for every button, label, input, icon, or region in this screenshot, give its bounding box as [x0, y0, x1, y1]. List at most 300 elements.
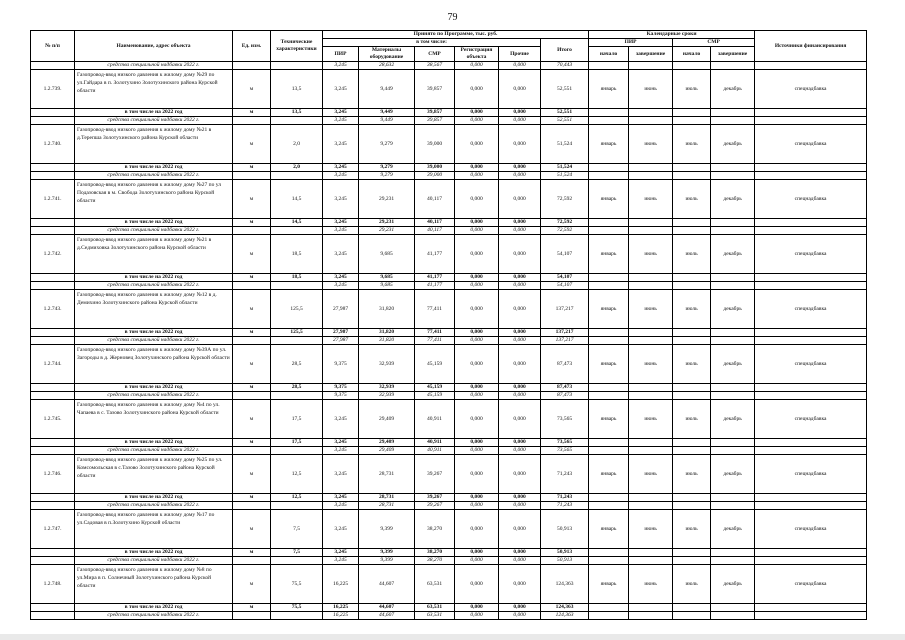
- object-materials: 9,399: [359, 510, 415, 549]
- total-materials: 9,685: [359, 274, 415, 282]
- funds-other: 0,000: [499, 557, 541, 565]
- empty-cell: [31, 219, 75, 227]
- object-row: [31, 180, 867, 219]
- object-tech: 12,5: [271, 455, 323, 494]
- object-other: 0,000: [499, 565, 541, 604]
- object-unit: м: [233, 565, 271, 604]
- funds-total: 124,363: [541, 612, 589, 620]
- empty-cell: [271, 392, 323, 400]
- object-row: [31, 70, 867, 109]
- funds-pir: 9,375: [323, 392, 359, 400]
- funding-source: спецнадбавка: [755, 235, 867, 274]
- funds-label: средства специальной надбавки 2022 г.: [75, 447, 233, 455]
- total-registration: 0,000: [455, 439, 499, 447]
- total-smr: 39,267: [415, 494, 455, 502]
- empty-cell: [629, 557, 673, 565]
- empty-cell: [589, 282, 629, 290]
- total-other: 0,000: [499, 604, 541, 612]
- empty-cell: [755, 502, 867, 510]
- funds-registration: 0,000: [455, 172, 499, 180]
- total-registration: 0,000: [455, 219, 499, 227]
- funds-smr: 77,411: [415, 337, 455, 345]
- pir-end: июнь: [629, 290, 673, 329]
- object-unit: м: [233, 455, 271, 494]
- total-total: 54,107: [541, 274, 589, 282]
- object-other: 0,000: [499, 290, 541, 329]
- object-number: 1.2.743.: [31, 290, 75, 329]
- empty-cell: [589, 612, 629, 620]
- object-number: 1.2.746.: [31, 455, 75, 494]
- total-materials: 29,409: [359, 439, 415, 447]
- funding-source: спецнадбавка: [755, 125, 867, 164]
- object-number: 1.2.742.: [31, 235, 75, 274]
- object-number: 1.2.747.: [31, 510, 75, 549]
- empty-cell: [233, 557, 271, 565]
- empty-cell: [589, 384, 629, 392]
- object-tech: 7,5: [271, 510, 323, 549]
- object-registration: 0,000: [455, 345, 499, 384]
- empty-cell: [31, 447, 75, 455]
- header-total: Итого: [541, 39, 589, 62]
- total-total: 50,913: [541, 549, 589, 557]
- empty-cell: [589, 557, 629, 565]
- total-other: 0,000: [499, 549, 541, 557]
- empty-cell: [629, 447, 673, 455]
- total-pir: 9,375: [323, 384, 359, 392]
- empty-cell: [31, 274, 75, 282]
- empty-cell: [755, 219, 867, 227]
- funds-materials: 9,449: [359, 117, 415, 125]
- header-cal-smr: СМР: [673, 39, 755, 47]
- header-source: Источники финансирования: [755, 31, 867, 62]
- pir-end: июнь: [629, 565, 673, 604]
- smr-end: декабрь: [711, 510, 755, 549]
- funds-row: [31, 172, 867, 180]
- empty-cell: [711, 109, 755, 117]
- empty-cell: [629, 604, 673, 612]
- empty-cell: [589, 227, 629, 235]
- empty-cell: [271, 172, 323, 180]
- object-materials: 9,279: [359, 125, 415, 164]
- total-tech: 2,0: [271, 164, 323, 172]
- funds-materials: 31,820: [359, 337, 415, 345]
- funding-source: спецнадбавка: [755, 290, 867, 329]
- total-label: в том числе на 2022 год: [75, 439, 233, 447]
- pir-start: январь: [589, 180, 629, 219]
- empty-cell: [271, 117, 323, 125]
- total-materials: 9,449: [359, 109, 415, 117]
- empty-cell: [711, 274, 755, 282]
- object-row: [31, 345, 867, 384]
- empty-cell: [271, 557, 323, 565]
- funds-label: средства специальной надбавки 2022 г.: [75, 117, 233, 125]
- total-unit: м: [233, 109, 271, 117]
- object-name: Газопровод-ввод низкого давления к жилому дому №8 по ул.Мира в п. Солнечный Золотухинского района Курской области: [75, 565, 233, 604]
- object-number: 1.2.748.: [31, 565, 75, 604]
- empty-cell: [711, 604, 755, 612]
- empty-cell: [629, 502, 673, 510]
- object-smr: 40,911: [415, 400, 455, 439]
- object-registration: 0,000: [455, 455, 499, 494]
- funds-pir: 3,245: [323, 282, 359, 290]
- total-materials: 31,820: [359, 329, 415, 337]
- page-number: 79: [447, 12, 458, 23]
- total-other: 0,000: [499, 494, 541, 502]
- object-number: 1.2.741.: [31, 180, 75, 219]
- empty-cell: [233, 227, 271, 235]
- empty-cell: [589, 502, 629, 510]
- funds-label: средства специальной надбавки 2022 г.: [75, 557, 233, 565]
- empty-cell: [673, 447, 711, 455]
- total-total: 72,592: [541, 219, 589, 227]
- total-tech: 28,5: [271, 384, 323, 392]
- total-materials: 9,279: [359, 164, 415, 172]
- funds-total: 73,565: [541, 447, 589, 455]
- total-label: в том числе на 2022 год: [75, 219, 233, 227]
- empty-cell: [755, 392, 867, 400]
- empty-cell: [629, 117, 673, 125]
- funds-materials: 29,409: [359, 447, 415, 455]
- object-number: 1.2.744.: [31, 345, 75, 384]
- total-pir: 3,245: [323, 219, 359, 227]
- smr-end: декабрь: [711, 345, 755, 384]
- object-registration: 0,000: [455, 235, 499, 274]
- total-registration: 0,000: [455, 109, 499, 117]
- object-pir: 3,245: [323, 70, 359, 109]
- program-table: [30, 30, 867, 620]
- total-unit: м: [233, 164, 271, 172]
- empty-cell: [673, 227, 711, 235]
- total-smr: 38,270: [415, 549, 455, 557]
- empty-cell: [711, 384, 755, 392]
- funds-smr: 39,267: [415, 502, 455, 510]
- funds-total: 54,107: [541, 282, 589, 290]
- total-unit: м: [233, 384, 271, 392]
- total-label: в том числе на 2022 год: [75, 109, 233, 117]
- object-total: 72,592: [541, 180, 589, 219]
- empty-cell: [31, 392, 75, 400]
- empty-cell: [711, 439, 755, 447]
- object-other: 0,000: [499, 400, 541, 439]
- funding-source: спецнадбавка: [755, 510, 867, 549]
- header-pir: ПИР: [323, 47, 359, 62]
- funds-materials: 9,279: [359, 172, 415, 180]
- empty-cell: [711, 549, 755, 557]
- funds-total: 71,243: [541, 502, 589, 510]
- funds-label: средства специальной надбавки 2022 г.: [75, 502, 233, 510]
- total-pir: 16,225: [323, 604, 359, 612]
- empty-cell: [589, 337, 629, 345]
- funds-registration: 0,000: [455, 447, 499, 455]
- empty-cell: [233, 282, 271, 290]
- funding-source: спецнадбавка: [755, 345, 867, 384]
- object-materials: 29,231: [359, 180, 415, 219]
- total-materials: 28,731: [359, 494, 415, 502]
- funds-pir: 3,245: [323, 172, 359, 180]
- empty-cell: [629, 164, 673, 172]
- funds-total: 87,473: [541, 392, 589, 400]
- total-other: 0,000: [499, 164, 541, 172]
- total-smr: 40,117: [415, 219, 455, 227]
- total-2022-row: [31, 604, 867, 612]
- empty-cell: [233, 117, 271, 125]
- total-label: в том числе на 2022 год: [75, 494, 233, 502]
- table-body: [31, 62, 867, 620]
- funds-label: средства специальной надбавки 2022 г.: [75, 282, 233, 290]
- funds-pir: 3,245: [323, 447, 359, 455]
- object-tech: 17,5: [271, 400, 323, 439]
- empty-cell: [673, 494, 711, 502]
- total-2022-row: [31, 219, 867, 227]
- empty-cell: [31, 282, 75, 290]
- object-unit: м: [233, 290, 271, 329]
- object-unit: м: [233, 400, 271, 439]
- empty-cell: [31, 337, 75, 345]
- total-unit: м: [233, 274, 271, 282]
- empty-cell: [711, 219, 755, 227]
- object-unit: м: [233, 125, 271, 164]
- funds-registration: 0,000: [455, 612, 499, 620]
- funds-total: 137,217: [541, 337, 589, 345]
- object-row: [31, 400, 867, 439]
- total-total: 52,551: [541, 109, 589, 117]
- empty-cell: [673, 439, 711, 447]
- total-unit: м: [233, 604, 271, 612]
- empty-cell: [711, 502, 755, 510]
- object-unit: м: [233, 70, 271, 109]
- empty-cell: [31, 117, 75, 125]
- empty-cell: [755, 604, 867, 612]
- object-tech: 125,5: [271, 290, 323, 329]
- object-tech: 75,5: [271, 565, 323, 604]
- funds-registration: 0,000: [455, 117, 499, 125]
- total-pir: 3,245: [323, 164, 359, 172]
- empty-cell: [673, 502, 711, 510]
- object-tech: 14,5: [271, 180, 323, 219]
- total-registration: 0,000: [455, 274, 499, 282]
- object-other: 0,000: [499, 180, 541, 219]
- empty-cell: [629, 219, 673, 227]
- total-2022-row: [31, 549, 867, 557]
- smr-start: июль: [673, 345, 711, 384]
- total-2022-row: [31, 109, 867, 117]
- object-number: 1.2.740.: [31, 125, 75, 164]
- empty-cell: [711, 227, 755, 235]
- total-label: в том числе на 2022 год: [75, 164, 233, 172]
- smr-start: июль: [673, 290, 711, 329]
- empty-cell: [589, 604, 629, 612]
- funds-materials: 29,231: [359, 227, 415, 235]
- smr-end: декабрь: [711, 565, 755, 604]
- funds-label: средства специальной надбавки 2022 г.: [75, 172, 233, 180]
- object-registration: 0,000: [455, 290, 499, 329]
- funds-total: 72,592: [541, 227, 589, 235]
- smr-start: июль: [673, 565, 711, 604]
- total-2022-row: [31, 494, 867, 502]
- total-registration: 0,000: [455, 494, 499, 502]
- funds-other: 0,000: [499, 447, 541, 455]
- smr-start: июль: [673, 180, 711, 219]
- pir-start: январь: [589, 125, 629, 164]
- pir-start: январь: [589, 565, 629, 604]
- total-other: 0,000: [499, 219, 541, 227]
- scan-edge: [0, 634, 905, 640]
- empty-cell: [711, 447, 755, 455]
- funds-total: 52,551: [541, 117, 589, 125]
- empty-cell: [711, 494, 755, 502]
- empty-cell: [589, 329, 629, 337]
- funding-source: спецнадбавка: [755, 70, 867, 109]
- empty-cell: [673, 329, 711, 337]
- total-other: 0,000: [499, 274, 541, 282]
- smr-start: июль: [673, 400, 711, 439]
- empty-cell: [629, 109, 673, 117]
- object-pir: 9,375: [323, 345, 359, 384]
- funds-registration: 0,000: [455, 62, 499, 70]
- total-2022-row: [31, 329, 867, 337]
- pir-end: июнь: [629, 510, 673, 549]
- funds-registration: 0,000: [455, 557, 499, 565]
- empty-cell: [233, 612, 271, 620]
- empty-cell: [755, 282, 867, 290]
- object-smr: 77,411: [415, 290, 455, 329]
- empty-cell: [589, 219, 629, 227]
- header-materials: Материалы оборудование: [359, 47, 415, 62]
- total-other: 0,000: [499, 439, 541, 447]
- total-smr: 39,857: [415, 109, 455, 117]
- object-other: 0,000: [499, 70, 541, 109]
- empty-cell: [589, 549, 629, 557]
- total-tech: 14,5: [271, 219, 323, 227]
- empty-cell: [271, 337, 323, 345]
- empty-cell: [589, 439, 629, 447]
- empty-cell: [673, 549, 711, 557]
- empty-cell: [589, 164, 629, 172]
- pir-end: июнь: [629, 180, 673, 219]
- total-other: 0,000: [499, 109, 541, 117]
- pir-start: январь: [589, 345, 629, 384]
- funds-other: 0,000: [499, 227, 541, 235]
- empty-cell: [629, 384, 673, 392]
- empty-cell: [673, 219, 711, 227]
- header-num: № п/п: [31, 31, 75, 62]
- empty-cell: [755, 337, 867, 345]
- empty-cell: [629, 439, 673, 447]
- total-pir: 3,245: [323, 274, 359, 282]
- object-materials: 29,409: [359, 400, 415, 439]
- total-tech: 7,5: [271, 549, 323, 557]
- object-pir: 3,245: [323, 455, 359, 494]
- empty-cell: [271, 502, 323, 510]
- funds-other: 0,000: [499, 117, 541, 125]
- object-row: [31, 565, 867, 604]
- funding-source: спецнадбавка: [755, 400, 867, 439]
- funds-smr: 40,911: [415, 447, 455, 455]
- funds-row: [31, 557, 867, 565]
- object-other: 0,000: [499, 125, 541, 164]
- funds-row: [31, 117, 867, 125]
- object-pir: 3,245: [323, 235, 359, 274]
- total-smr: 77,411: [415, 329, 455, 337]
- empty-cell: [31, 494, 75, 502]
- funds-pir: 3,245: [323, 227, 359, 235]
- object-smr: 40,117: [415, 180, 455, 219]
- smr-end: декабрь: [711, 455, 755, 494]
- funds-materials: 9,685: [359, 282, 415, 290]
- funds-total: 70,443: [541, 62, 589, 70]
- pir-start: январь: [589, 400, 629, 439]
- object-materials: 31,820: [359, 290, 415, 329]
- total-tech: 18,5: [271, 274, 323, 282]
- empty-cell: [755, 439, 867, 447]
- empty-cell: [31, 604, 75, 612]
- object-tech: 13,5: [271, 70, 323, 109]
- funds-smr: 45,159: [415, 392, 455, 400]
- total-label: в том числе на 2022 год: [75, 549, 233, 557]
- empty-cell: [629, 329, 673, 337]
- empty-cell: [673, 109, 711, 117]
- empty-cell: [31, 549, 75, 557]
- funds-other: 0,000: [499, 62, 541, 70]
- total-label: в том числе на 2022 год: [75, 604, 233, 612]
- smr-start: июль: [673, 70, 711, 109]
- total-materials: 32,939: [359, 384, 415, 392]
- funds-label: средства специальной надбавки 2022 г.: [75, 612, 233, 620]
- object-name: Газопровод-ввод низкого давления к жилому дому №25 по ул. Комсомольская в с.Тазово Золотухинского района Курской области: [75, 455, 233, 494]
- total-total: 71,243: [541, 494, 589, 502]
- empty-cell: [233, 337, 271, 345]
- object-registration: 0,000: [455, 70, 499, 109]
- empty-cell: [589, 109, 629, 117]
- object-name: Газопровод-ввод низкого давления к жилому дому №21 в д.Терепша Золотухинского района Курской области: [75, 125, 233, 164]
- empty-cell: [711, 337, 755, 345]
- empty-cell: [589, 494, 629, 502]
- header-smr: СМР: [415, 47, 455, 62]
- header-program-group: Принято по Программе, тыс. руб.: [323, 31, 589, 39]
- funds-total: 51,524: [541, 172, 589, 180]
- empty-cell: [233, 392, 271, 400]
- funds-label: средства специальной надбавки 2022 г.: [75, 337, 233, 345]
- header-calendar-group: Календарные сроки: [589, 31, 755, 39]
- funds-materials: 44,607: [359, 612, 415, 620]
- smr-start: июль: [673, 455, 711, 494]
- object-name: Газопровод-ввод низкого давления к жилому дому №39А по ул. Загороды в д. Жерновец Золотухинского района Курской области: [75, 345, 233, 384]
- empty-cell: [233, 447, 271, 455]
- object-other: 0,000: [499, 510, 541, 549]
- object-smr: 38,270: [415, 510, 455, 549]
- object-pir: 3,245: [323, 510, 359, 549]
- empty-cell: [673, 612, 711, 620]
- funds-row: [31, 392, 867, 400]
- total-total: 124,363: [541, 604, 589, 612]
- empty-cell: [755, 612, 867, 620]
- object-total: 137,217: [541, 290, 589, 329]
- empty-cell: [629, 612, 673, 620]
- funds-other: 0,000: [499, 392, 541, 400]
- total-materials: 29,231: [359, 219, 415, 227]
- total-tech: 12,5: [271, 494, 323, 502]
- object-tech: 18,5: [271, 235, 323, 274]
- object-pir: 27,987: [323, 290, 359, 329]
- total-2022-row: [31, 164, 867, 172]
- empty-cell: [629, 227, 673, 235]
- pir-start: январь: [589, 235, 629, 274]
- total-total: 73,565: [541, 439, 589, 447]
- funds-registration: 0,000: [455, 502, 499, 510]
- total-smr: 45,159: [415, 384, 455, 392]
- empty-cell: [589, 274, 629, 282]
- funds-other: 0,000: [499, 337, 541, 345]
